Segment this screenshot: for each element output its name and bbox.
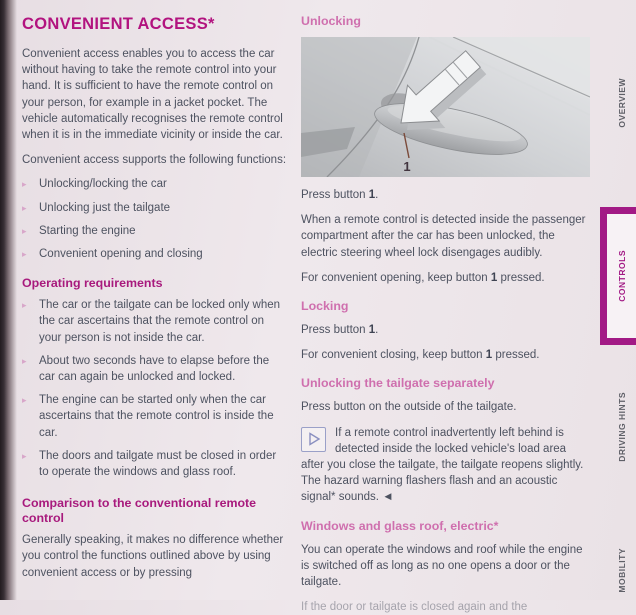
- note-icon: [301, 427, 326, 452]
- note-block: [301, 425, 590, 506]
- list-item: [22, 392, 286, 441]
- section-heading-windows: Windows and glass roof, electric*: [301, 518, 499, 533]
- tailgate-paragraph: Press button on the outside of the tailgate.: [301, 401, 517, 414]
- list-item: [22, 176, 286, 192]
- list-item-label: Convenient opening and closing: [39, 248, 203, 261]
- press-button-paragraph: Press button 1.: [301, 324, 379, 337]
- comparison-paragraph: Generally speaking, it makes no difference whether you control the functions outlined above by using convenient access or by pressing: [22, 534, 284, 579]
- triangle-bullet-icon: [22, 448, 27, 464]
- triangle-bullet-icon: [22, 353, 27, 369]
- door-handle-photo: [301, 37, 590, 177]
- section-heading-comparison: Comparison to the conventional remote control: [22, 496, 257, 526]
- section-heading-unlocking: Unlocking: [301, 14, 361, 28]
- note-text: If a remote control inadvertently left behind is detected inside the locked vehicle's load area after you close the tailgate, the tailgate reopens slightly. The hazard warning flashers flash and an acoustic signal* sounds. ◄: [301, 426, 584, 504]
- list-item-label: About two seconds have to elapse before the car can again be unlocked and locked.: [39, 354, 270, 384]
- list-item: [22, 448, 286, 480]
- functions-list: [22, 176, 286, 262]
- functions-intro: Convenient access supports the following functions:: [22, 154, 287, 167]
- cutoff-line: If the door or tailgate is closed again and the: [301, 601, 528, 614]
- section-heading-tailgate: Unlocking the tailgate separately: [301, 376, 495, 391]
- tab-overview: OVERVIEW: [617, 78, 627, 128]
- list-item-label: Starting the engine: [39, 224, 136, 237]
- tab-controls-active-frame: [600, 207, 636, 345]
- list-item-label: Unlocking just the tailgate: [39, 201, 171, 214]
- tab-driving-hints: DRIVING HINTS: [617, 392, 627, 462]
- triangle-bullet-icon: [22, 392, 27, 408]
- triangle-bullet-icon: [22, 223, 27, 239]
- list-item-label: The car or the tailgate can be locked only when the car ascertains that the remote control on your person is not inside the car.: [39, 299, 281, 344]
- callout-label-1: 1: [403, 159, 411, 174]
- windows-paragraph: You can operate the windows and roof while the engine is switched off as long as no one opens a door or the tailgate.: [301, 543, 583, 589]
- convenient-opening-paragraph: For convenient opening, keep button 1 pressed.: [301, 271, 545, 284]
- tab-controls: CONTROLS: [616, 250, 627, 302]
- list-item: [22, 223, 286, 239]
- right-column: [301, 12, 590, 615]
- section-heading-operating-requirements: Operating requirements: [22, 276, 163, 291]
- list-item: [22, 200, 286, 216]
- triangle-bullet-icon: [22, 246, 27, 262]
- operating-requirements-list: [22, 297, 286, 480]
- list-item: [22, 353, 286, 385]
- triangle-bullet-icon: [22, 297, 27, 313]
- press-button-paragraph: Press button 1.: [301, 189, 379, 201]
- convenient-closing-paragraph: For convenient closing, keep button 1 pressed.: [301, 349, 540, 362]
- triangle-bullet-icon: [22, 176, 27, 192]
- left-column: [22, 12, 286, 590]
- section-heading-locking: Locking: [301, 299, 349, 314]
- triangle-bullet-icon: [22, 200, 27, 216]
- list-item-label: Unlocking/locking the car: [39, 178, 167, 191]
- remote-detected-paragraph: When a remote control is detected inside the passenger compartment after the car has been unlocked, the electric steering wheel lock disengages audibly.: [301, 214, 586, 259]
- page-title: CONVENIENT ACCESS*: [22, 15, 215, 33]
- tab-mobility: MOBILITY: [617, 548, 627, 593]
- list-item-label: The doors and tailgate must be closed in order to operate the windows and glass roof.: [39, 449, 277, 479]
- book-spine-shadow: [0, 0, 18, 600]
- list-item: [22, 297, 286, 346]
- list-item: [22, 246, 286, 262]
- intro-paragraph: Convenient access enables you to access the car without having to take the remote control into your hand. It is sufficient to have the remote control on your person, for example in a jacket pocket. The vehicle automatically recognises the remote control when it is in the immediate vicinity or inside the car.: [22, 48, 283, 142]
- list-item-label: The engine can be started only when the car ascertains that the remote control is inside the car.: [39, 394, 274, 439]
